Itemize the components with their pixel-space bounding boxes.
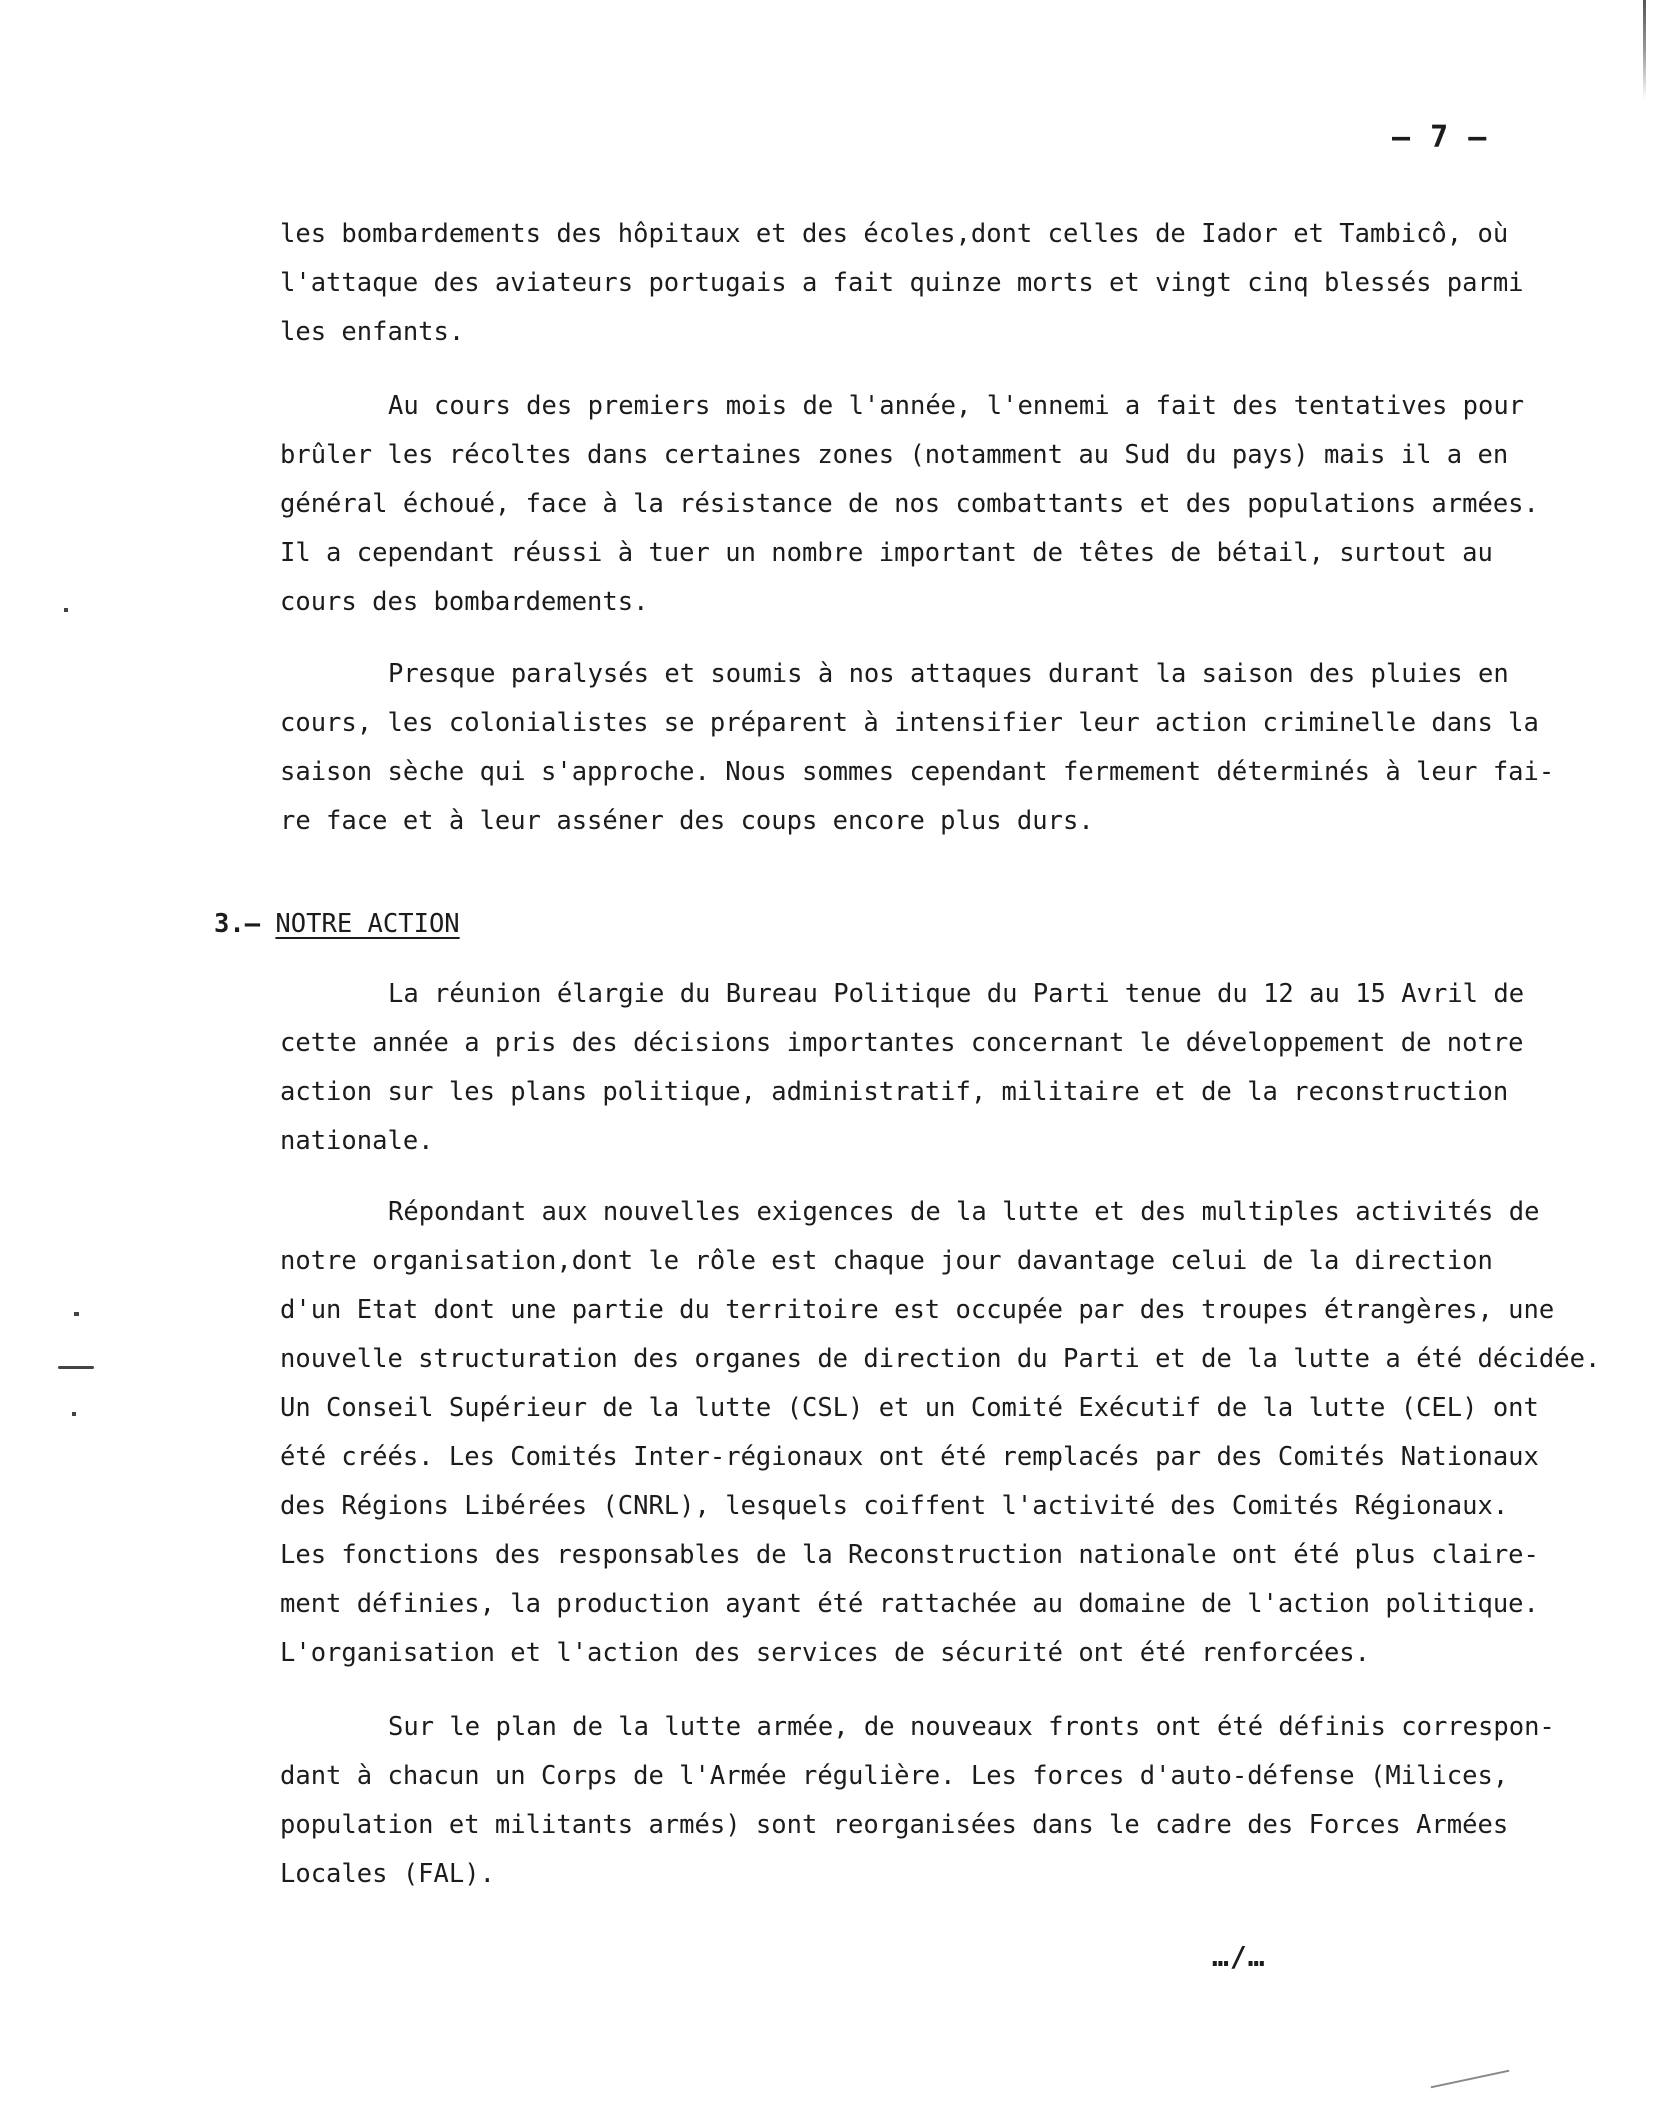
text-line: Il a cependant réussi à tuer un nombre important de têtes de bétail, surtout au: [280, 538, 1493, 568]
scan-edge-mark: [1643, 0, 1646, 100]
margin-mark: [74, 1312, 79, 1316]
page-number: – 7 –: [1392, 120, 1488, 155]
text-line: d'un Etat dont une partie du territoire est occupée par des troupes étrangères, une: [280, 1295, 1555, 1325]
text-line: cours des bombardements.: [280, 587, 649, 617]
text-line: ment définies, la production ayant été rattachée au domaine de l'action politique.: [280, 1589, 1539, 1619]
paragraph-3: [280, 650, 1580, 846]
paragraph-2: [280, 382, 1580, 627]
text-line: saison sèche qui s'approche. Nous sommes cependant fermement déterminés à leur fai-: [280, 757, 1555, 787]
text-line: Sur le plan de la lutte armée, de nouveaux fronts ont été définis correspon-: [388, 1712, 1555, 1742]
section-paragraph-1: [280, 970, 1580, 1166]
text-line: été créés. Les Comités Inter-régionaux ont été remplacés par des Comités Nationaux: [280, 1442, 1539, 1472]
text-line: re face et à leur asséner des coups encore plus durs.: [280, 806, 1094, 836]
text-line: nationale.: [280, 1126, 434, 1156]
text-line: dant à chacun un Corps de l'Armée régulière. Les forces d'auto-défense (Milices,: [280, 1761, 1509, 1791]
text-line: action sur les plans politique, administratif, militaire et de la reconstruction: [280, 1077, 1509, 1107]
margin-mark: [1431, 2070, 1510, 2089]
text-line: cette année a pris des décisions importantes concernant le développement de notre: [280, 1028, 1524, 1058]
text-line: Au cours des premiers mois de l'année, l'ennemi a fait des tentatives pour: [388, 391, 1525, 421]
margin-mark: [58, 1366, 94, 1369]
text-line: les enfants.: [280, 317, 465, 347]
text-line: La réunion élargie du Bureau Politique du Parti tenue du 12 au 15 Avril de: [388, 979, 1525, 1009]
text-line: Locales (FAL).: [280, 1859, 495, 1889]
margin-mark: [64, 608, 68, 612]
text-line: nouvelle structuration des organes de direction du Parti et de la lutte a été décidée.: [280, 1344, 1601, 1374]
text-line: l'attaque des aviateurs portugais a fait quinze morts et vingt cinq blessés parmi: [280, 268, 1524, 298]
section-heading: [214, 900, 460, 949]
section-number: 3.–: [214, 909, 261, 939]
text-line: population et militants armés) sont reorganisées dans le cadre des Forces Armées: [280, 1810, 1509, 1840]
text-line: les bombardements des hôpitaux et des écoles,dont celles de Iador et Tambicô, où: [280, 219, 1509, 249]
text-line: notre organisation,dont le rôle est chaque jour davantage celui de la direction: [280, 1246, 1493, 1276]
text-line: cours, les colonialistes se préparent à intensifier leur action criminelle dans la: [280, 708, 1539, 738]
section-paragraph-3: [280, 1703, 1580, 1899]
continuation-marker: …/…: [1212, 1940, 1266, 1973]
section-title: NOTRE ACTION: [275, 909, 460, 939]
section-paragraph-2: [280, 1188, 1601, 1678]
text-line: Répondant aux nouvelles exigences de la lutte et des multiples activités de: [388, 1197, 1540, 1227]
margin-mark: [72, 1412, 76, 1416]
text-line: général échoué, face à la résistance de nos combattants et des populations armées.: [280, 489, 1539, 519]
text-line: L'organisation et l'action des services de sécurité ont été renforcées.: [280, 1638, 1371, 1668]
paragraph-1: [280, 210, 1580, 357]
text-line: Un Conseil Supérieur de la lutte (CSL) et un Comité Exécutif de la lutte (CEL) ont: [280, 1393, 1539, 1423]
text-line: Presque paralysés et soumis à nos attaques durant la saison des pluies en: [388, 659, 1509, 689]
text-line: Les fonctions des responsables de la Reconstruction nationale ont été plus claire-: [280, 1540, 1539, 1570]
text-line: des Régions Libérées (CNRL), lesquels coiffent l'activité des Comités Régionaux.: [280, 1491, 1509, 1521]
text-line: brûler les récoltes dans certaines zones (notamment au Sud du pays) mais il a en: [280, 440, 1509, 470]
